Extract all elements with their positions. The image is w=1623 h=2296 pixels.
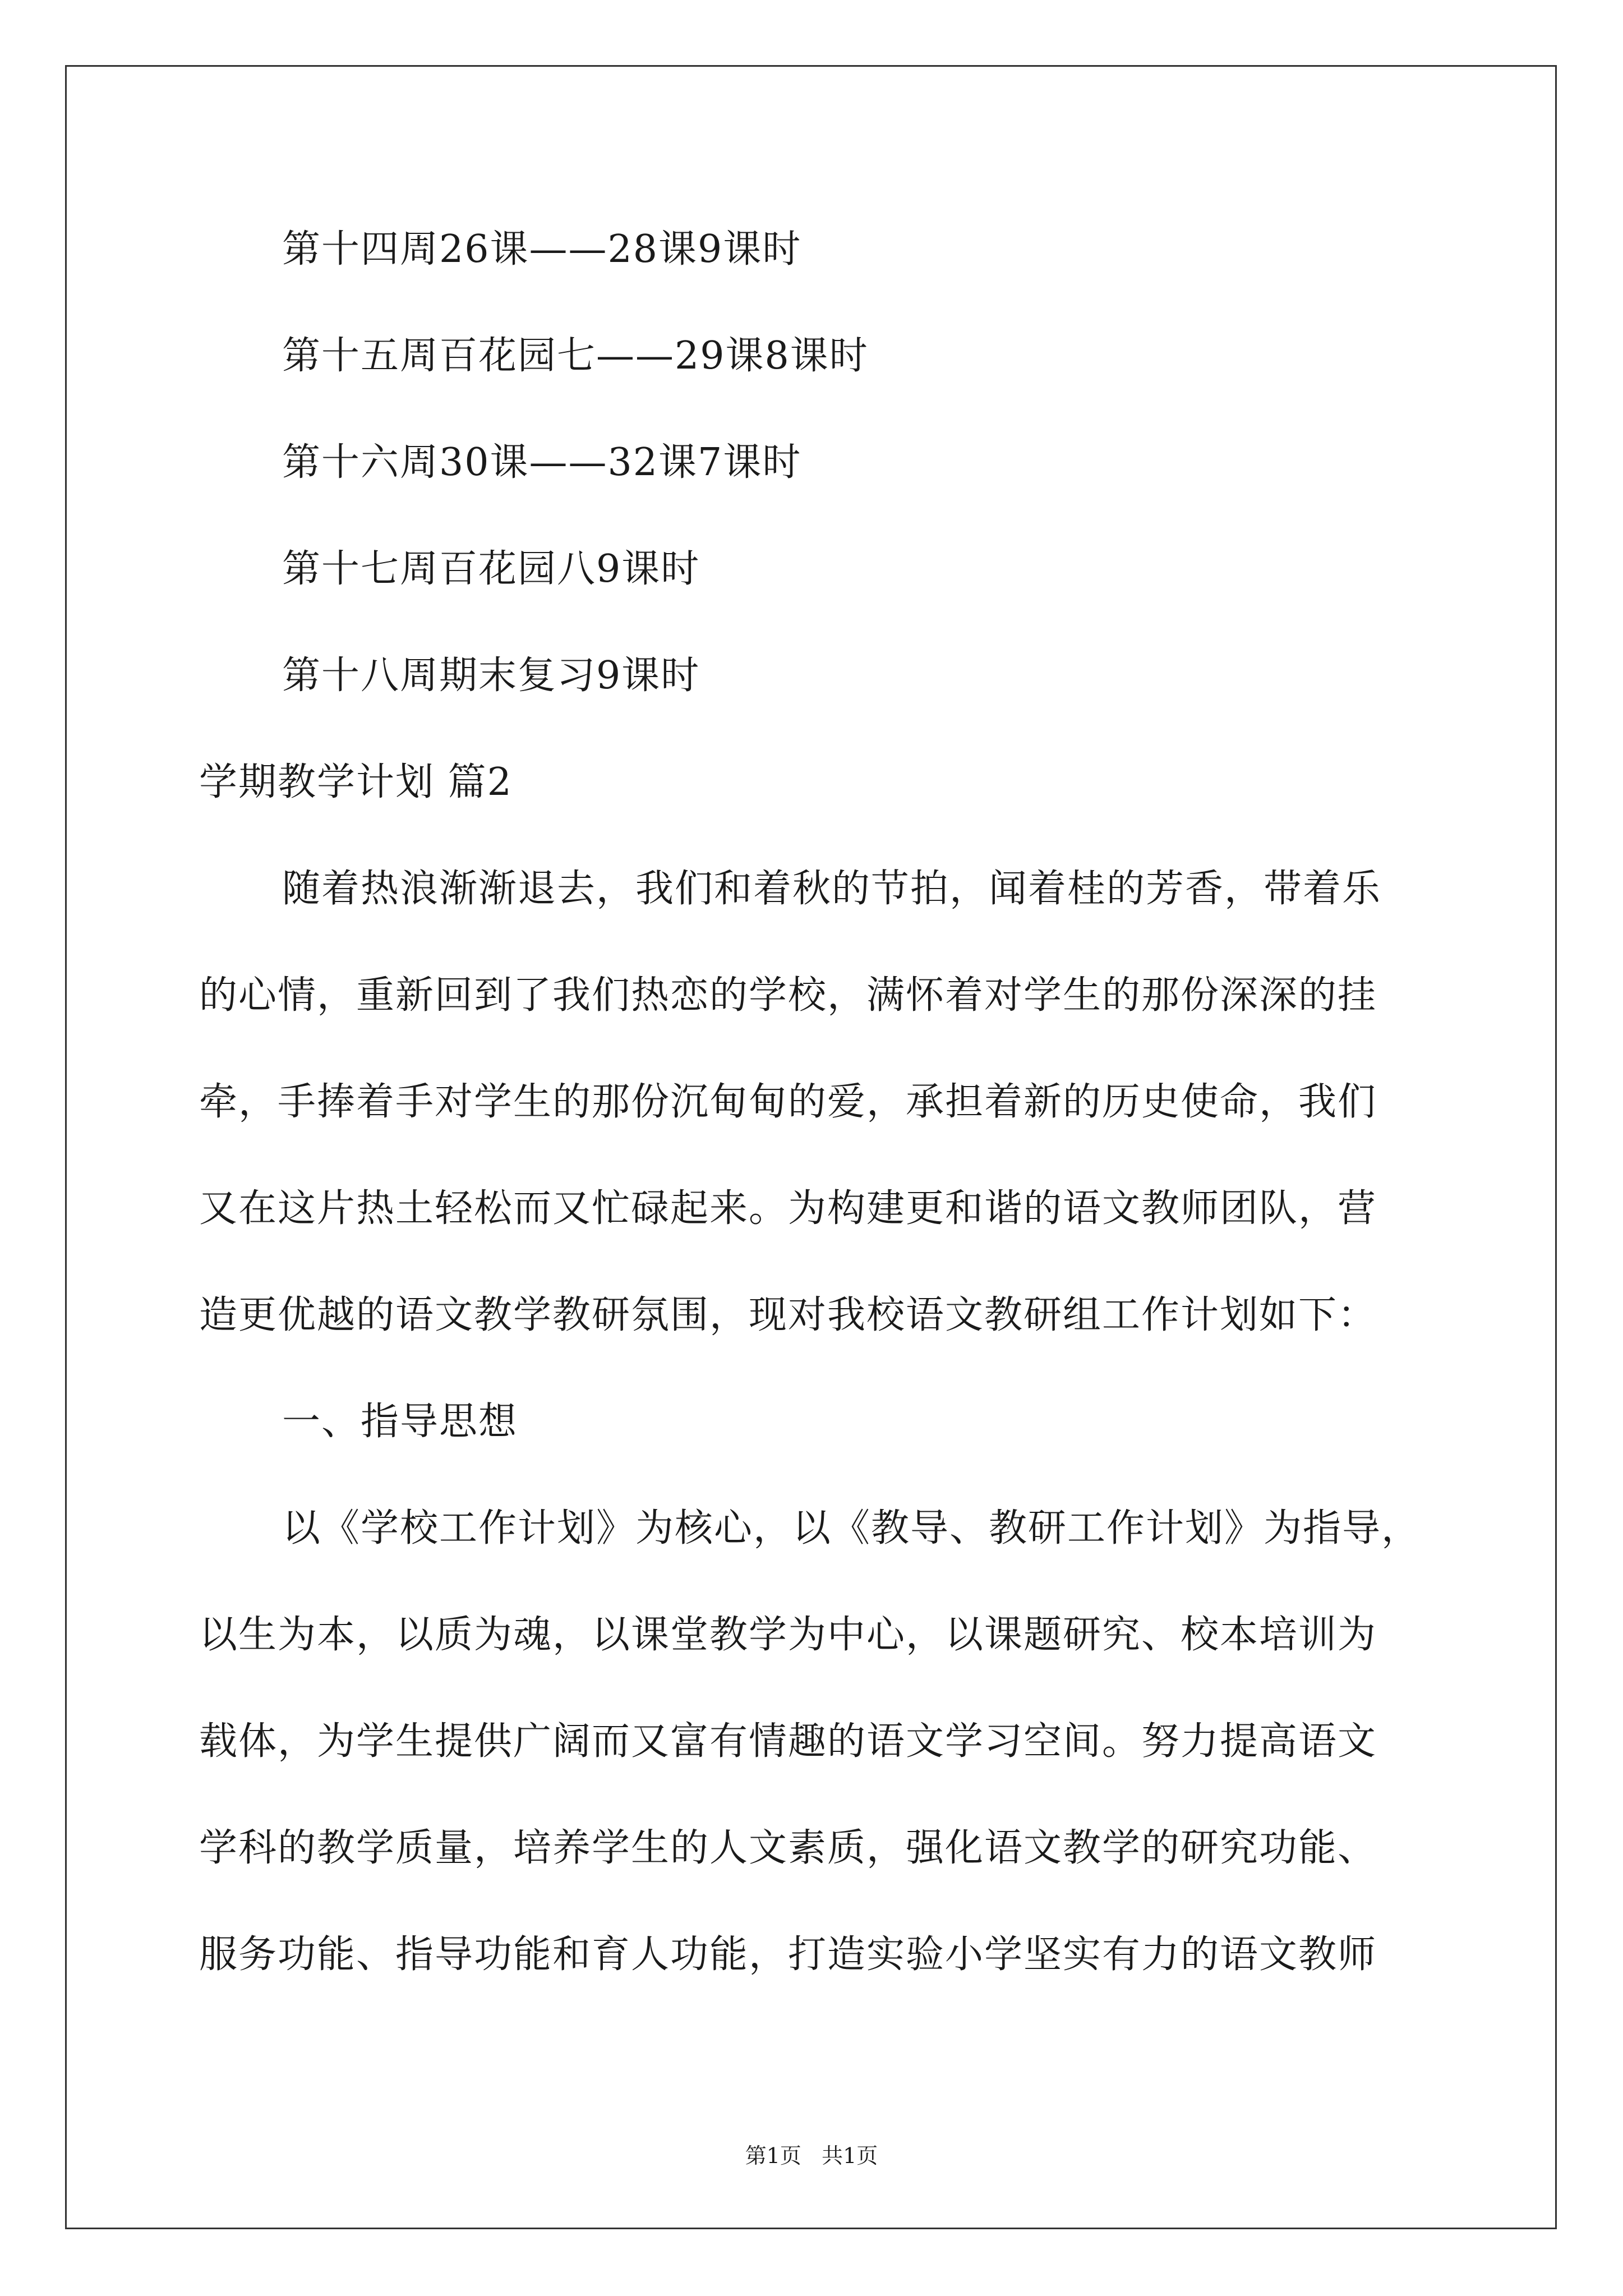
schedule-line: 第十四周26课——28课9课时 [282, 227, 802, 272]
page-number-footer: 第1页 共1页 [745, 2143, 878, 2168]
schedule-line: 第十五周百花园七——29课8课时 [282, 334, 869, 378]
paragraph-line: 牵，手捧着手对学生的那份沉甸甸的爱，承担着新的历史使命，我们 [199, 1080, 1377, 1124]
paragraph-line: 造更优越的语文教学教研氛围，现对我校语文教研组工作计划如下： [199, 1293, 1377, 1337]
paragraph-line: 载体，为学生提供广阔而又富有情趣的语文学习空间。努力提高语文 [199, 1719, 1377, 1764]
paragraph-line: 学科的教学质量，培养学生的人文素质，强化语文教学的研究功能、 [199, 1826, 1377, 1870]
paragraph-line: 随着热浪渐渐退去，我们和着秋的节拍，闻着桂的芳香，带着乐 [282, 867, 1382, 911]
schedule-line: 第十七周百花园八9课时 [282, 547, 700, 591]
section-heading: 学期教学计划 篇2 [199, 760, 513, 804]
subheading: 一、指导思想 [282, 1400, 518, 1444]
paragraph-line: 服务功能、指导功能和育人功能，打造实验小学坚实有力的语文教师 [199, 1932, 1377, 1977]
paragraph-line: 的心情，重新回到了我们热恋的学校，满怀着对学生的那份深深的挂 [199, 973, 1377, 1018]
paragraph-line: 以《学校工作计划》为核心，以《教导、教研工作计划》为指导， [282, 1506, 1421, 1550]
paragraph-line: 又在这片热土轻松而又忙碌起来。为构建更和谐的语文教师团队，营 [199, 1186, 1377, 1231]
schedule-line: 第十八周期末复习9课时 [282, 654, 700, 698]
schedule-line: 第十六周30课——32课7课时 [282, 440, 802, 485]
page-border [65, 65, 1557, 2229]
paragraph-line: 以生为本，以质为魂，以课堂教学为中心，以课题研究、校本培训为 [199, 1613, 1377, 1657]
